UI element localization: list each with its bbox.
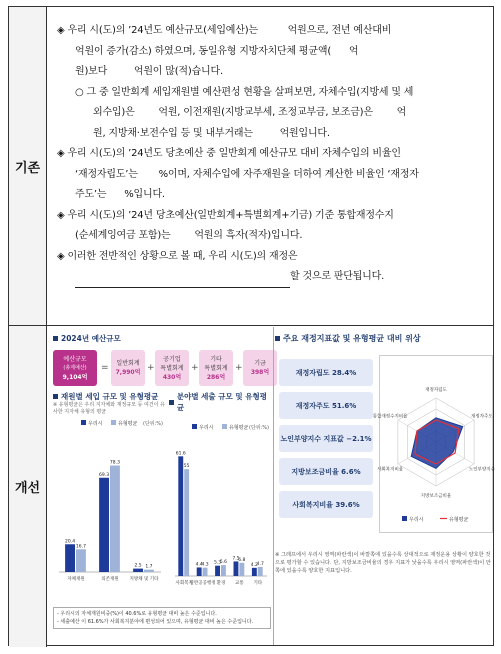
legend-label-avg: 유형평균 xyxy=(118,421,138,427)
paragraph-revenue-3: 원, 지방채·보전수입 등 및 내부거래는 억원입니다. xyxy=(93,127,330,139)
radar-legend-avg: 유형평균 xyxy=(449,517,469,523)
budget-item-label: 특별회계 xyxy=(204,364,228,372)
budget-total-box: 예산규모 (총계예산) 9,104억 xyxy=(53,350,97,386)
data-label: 6.8 xyxy=(238,557,246,563)
data-label: 69.3 xyxy=(99,472,110,478)
paragraph-independence-2: ‘재정자립도’는 %이며, 자체수입에 자주재원을 더하여 계산한 비율인 ‘재정자 xyxy=(75,168,419,180)
paragraph-balance: ◈ 우리 시(도)의 ’24년 당초예산(일반회계+특별회계+기금) 기준 통합재정수지 xyxy=(57,209,394,221)
budget-item-label: 기타 xyxy=(210,355,222,363)
radar-legend-swatch-us xyxy=(402,516,407,521)
bar xyxy=(258,567,263,576)
budget-breakdown xyxy=(53,350,271,390)
chart1-note: ※ 유형평균은 우리 지자체와 재정규모 등 여건이 유사한 지자체 유형의 평균 xyxy=(53,402,165,415)
blank-line xyxy=(75,275,290,288)
budget-item-value: 430억 xyxy=(162,373,182,381)
data-label: 4.4 xyxy=(195,562,203,568)
paragraph-revenue: ○ 그 중 일반회계 세입재원별 예산편성 현황을 살펴보면, 자체수입(지방세 및 세 xyxy=(75,86,414,98)
legend-swatch-avg xyxy=(222,424,227,429)
data-label: 4.3 xyxy=(201,562,209,568)
radar-chart xyxy=(372,356,495,532)
bar xyxy=(215,566,220,576)
paragraph-independence-3: 주도’는 %입니다. xyxy=(75,189,165,200)
radar-axis-label: 통합재정수지비율 xyxy=(372,414,408,420)
budget-item-box xyxy=(199,350,233,386)
note-1: - 우리시의 자체재원비중(%)이 40.6%로 유형평균 대비 높은 수준입니다. xyxy=(57,611,217,617)
budget-title: 2024년 예산규모 xyxy=(53,333,271,344)
legend-swatch-us xyxy=(192,424,197,429)
row-label-before: 기존 xyxy=(9,7,47,325)
budget-item-value: 398억 xyxy=(250,369,270,376)
bar xyxy=(184,469,189,576)
bar xyxy=(221,565,226,576)
bar xyxy=(234,561,239,576)
indicator-item: 사회복지비율 39.6% xyxy=(279,491,373,518)
data-label: 61.6 xyxy=(175,451,186,457)
radar-axis-label: 노인부양지수 xyxy=(468,467,495,473)
radar-note: ※ 그래프에서 우리시 영역(파란색)이 바깥쪽에 있을수록 상대적으로 재정운용 상황이 양호한 것으로 평가할 수 있습니다. 단, 지방보조금비율의 경우 지표가 낮을수록 우리시 영역(파란색)이 안쪽에 있을수록 양호한 지표입니다. xyxy=(275,552,491,574)
data-label: 7.5 xyxy=(232,556,240,562)
budget-item-value: 7,990억 xyxy=(115,369,141,376)
bar xyxy=(65,544,75,572)
indicator-title: 주요 재정지표값 및 유형평균 대비 위상 xyxy=(275,333,495,344)
bar xyxy=(76,549,86,572)
indicator-item: 노인부양지수 지표값 −2.1% xyxy=(279,425,373,452)
paragraph-revenue-2: 외수입)은 억원, 이전재원(지방교부세, 조정교부금, 보조금)은 억 xyxy=(93,107,407,118)
paragraph-budget-2: 억원이 증가(감소) 하였으며, 동일유형 지방자치단체 평균액( 억 xyxy=(75,45,359,57)
tick-label: 일반공공행정 xyxy=(189,581,216,586)
radar-legend-us: 우리시 xyxy=(409,517,424,523)
plus-sign: + xyxy=(147,363,155,373)
after-section xyxy=(49,327,493,645)
unit-label: (단위:%) xyxy=(249,425,269,431)
chart-revenue xyxy=(53,416,165,592)
chart2-title: 분야별 세출 규모 및 유형평균 xyxy=(169,391,271,413)
tick-label: 환경 xyxy=(216,581,226,586)
radar-axis-label: 재정자주도 xyxy=(471,414,493,420)
budget-item-box xyxy=(155,350,189,386)
legend-swatch-us xyxy=(81,420,86,425)
data-label: 4.7 xyxy=(256,561,264,567)
budget-item-value: 286억 xyxy=(206,373,226,381)
data-label: 16.7 xyxy=(75,544,86,550)
plus-sign: + xyxy=(235,363,243,373)
indicator-item: 재정자립도 28.4% xyxy=(279,359,373,386)
conclusion-tail: 할 것으로 판단됩니다. xyxy=(290,271,385,282)
paragraph-conclusion: ◈ 이러한 전반적인 상황으로 볼 때, 우리 시(도)의 재정은 xyxy=(57,250,298,262)
radar-axis-label: 지방보조금비율 xyxy=(420,494,452,499)
chart1-title: 재원별 세입 규모 및 유형평균 xyxy=(53,391,165,402)
data-label: 78.3 xyxy=(109,460,120,466)
radar-axis-label: 재정자립도 xyxy=(425,388,447,393)
paragraph-budget: ◈ 우리 시(도)의 ’24년도 예산규모(세입예산)는 억원으로, 전년 예산대비 xyxy=(57,25,392,36)
paragraph-budget-3: 원)보다 억원이 많(적)습니다. xyxy=(75,66,223,77)
bar xyxy=(110,466,120,572)
note-2: - 세출예산 이 61.6%가 사회복지분야에 편성되어 있으며, 유형평균 대비 높은 수준입니다. xyxy=(57,619,254,625)
bar xyxy=(144,570,154,572)
left-panel xyxy=(53,333,271,641)
radar-axis-label: 사회복지비율 xyxy=(377,467,404,473)
indicator-list xyxy=(279,359,373,524)
bar xyxy=(252,568,257,576)
data-label: 2.5 xyxy=(134,563,142,569)
data-label: 55 xyxy=(183,464,190,470)
tick-label: 의존재원 xyxy=(101,577,119,582)
budget-item-box xyxy=(243,350,277,386)
chart-expense xyxy=(169,420,271,596)
legend-label-avg: 유형평균 xyxy=(229,425,249,431)
panel-divider xyxy=(273,327,274,645)
chart-revenue-panel xyxy=(53,391,165,597)
legend-label-us: 우리시 xyxy=(199,425,214,431)
legend-swatch-avg xyxy=(111,420,116,425)
data-label: 20.4 xyxy=(65,539,76,545)
budget-item-label: 기금 xyxy=(254,360,266,367)
data-label: 5.6 xyxy=(219,560,228,566)
before-section xyxy=(49,7,493,325)
data-label: 1.7 xyxy=(145,564,153,570)
tick-label: 교통 xyxy=(235,581,244,586)
paragraph-independence: ◈ 우리 시(도)의 ’24년도 당초예산 중 일반회계 예산규모 대비 자체수입의 비율인 xyxy=(57,148,401,159)
bar xyxy=(99,478,109,572)
indicator-item: 지방보조금비율 6.6% xyxy=(279,458,373,485)
data-label: 5.3 xyxy=(213,560,222,566)
budget-item-label: 일반회계 xyxy=(116,360,140,367)
bar xyxy=(239,563,244,576)
legend-label-us: 우리시 xyxy=(88,421,103,427)
indicator-item: 재정자주도 51.6% xyxy=(279,392,373,419)
left-charts xyxy=(53,391,271,641)
bar xyxy=(178,456,183,576)
right-panel xyxy=(275,333,495,641)
budget-item-label: 특별회계 xyxy=(160,364,184,372)
tick-label: 지방채 및 기타 xyxy=(129,577,159,582)
plus-sign: + xyxy=(191,363,199,373)
bar xyxy=(197,567,202,576)
budget-item-label: 공기업 xyxy=(163,355,181,363)
chart-expense-panel xyxy=(169,391,271,597)
unit-label: (단위:%) xyxy=(143,421,163,427)
bar xyxy=(133,569,143,572)
equals-sign: = xyxy=(101,363,109,373)
data-label: 4.2 xyxy=(250,562,258,568)
paragraph-balance-2: (순세계잉여금 포함)는 억원의 흑자(적자)입니다. xyxy=(75,230,303,241)
paragraph-conclusion-2 xyxy=(57,267,485,288)
radar-series-us xyxy=(411,418,462,469)
tick-label: 사회복지 xyxy=(175,581,193,586)
comparison-table xyxy=(8,6,494,646)
row-label-after: 개선 xyxy=(9,325,47,647)
radar-chart-box xyxy=(372,355,495,533)
analysis-notes xyxy=(53,607,271,629)
tick-label: 기타 xyxy=(253,581,263,586)
row-divider xyxy=(9,325,493,326)
budget-item-box xyxy=(111,350,145,386)
bar xyxy=(203,568,208,576)
tick-label: 자체재원 xyxy=(67,577,85,582)
